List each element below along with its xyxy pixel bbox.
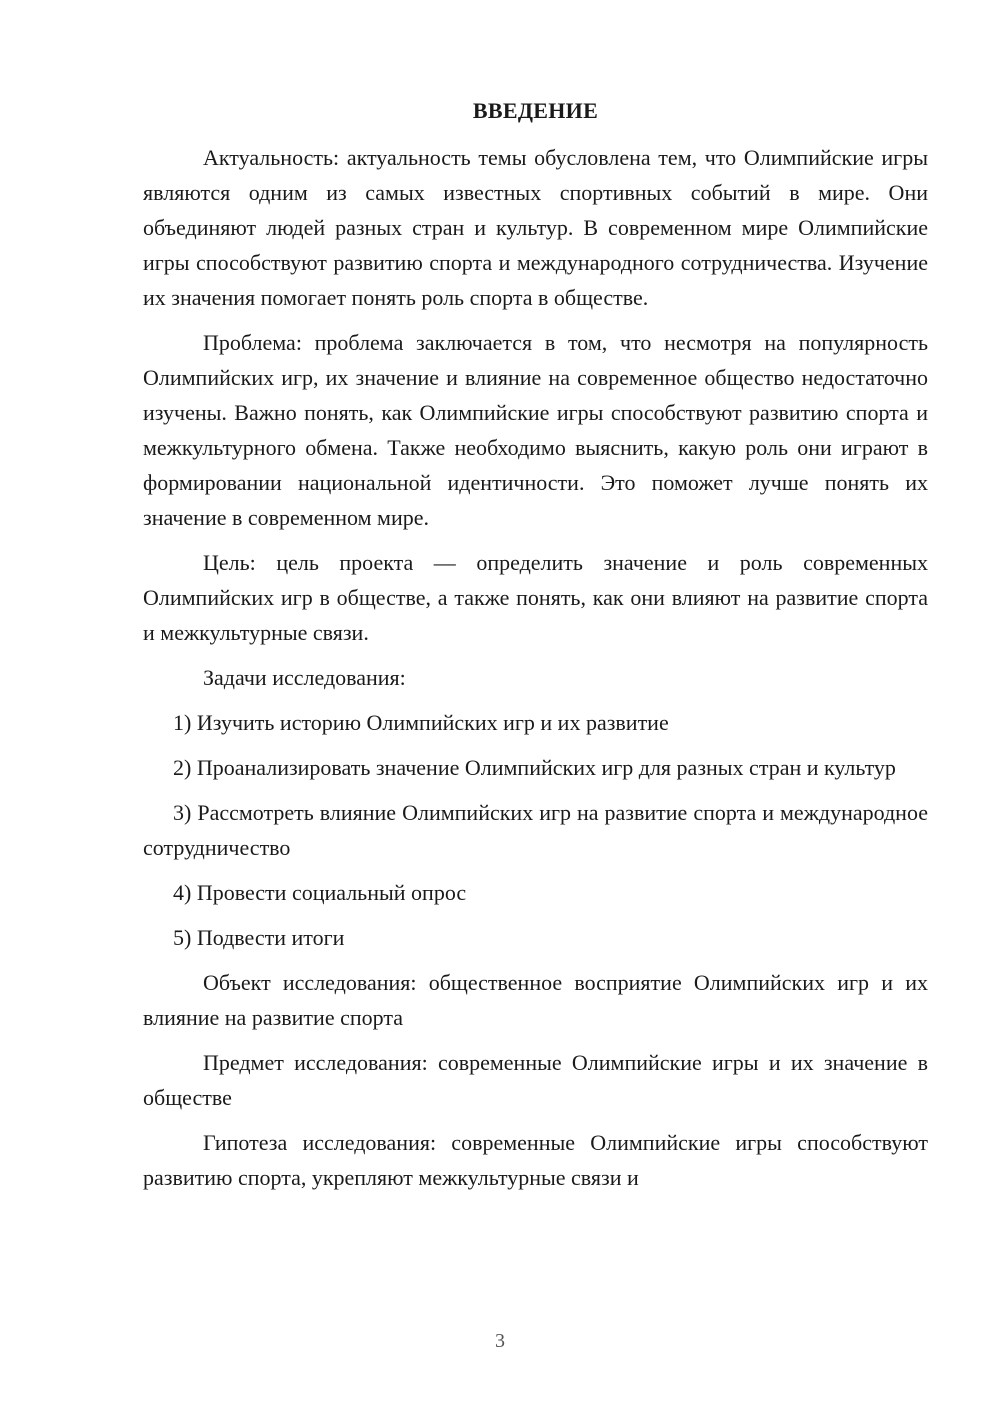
paragraph-subject: Предмет исследования: современные Олимпийские игры и их значение в обществе [143,1050,928,1110]
task-item: 3) Рассмотреть влияние Олимпийских игр на развитие спорта и международное сотрудничество [143,800,928,860]
paragraph-problem: Проблема: проблема заключается в том, что несмотря на популярность Олимпийских игр, их значение и влияние на современное общество недостаточно изучены. Важно понять, как Олимпийские игры способствуют развитию спорта и межкультурного обмена. Также необходимо выяснить, какую роль они играют в формировании национальной идентичности. Это поможет лучше понять их значение в современном мире. [143,330,928,530]
task-item: 5) Подвести итоги [173,925,345,950]
tasks-heading: Задачи исследования: [203,665,406,690]
section-title: ВВЕДЕНИЕ [472,98,599,123]
task-item: 4) Провести социальный опрос [173,880,467,905]
page-number: 3 [495,1330,505,1352]
paragraph-object: Объект исследования: общественное восприятие Олимпийских игр и их влияние на развитие спорта [143,970,928,1030]
paragraph-hypothesis: Гипотеза исследования: современные Олимпийские игры способствуют развитию спорта, укрепляют межкультурные связи и [143,1130,928,1190]
paragraph-goal: Цель: цель проекта — определить значение и роль современных Олимпийских игр в обществе, а также понять, как они влияют на развитие спорта и межкультурные связи. [143,550,928,645]
task-item: 1) Изучить историю Олимпийских игр и их развитие [173,710,669,735]
paragraph-relevance: Актуальность: актуальность темы обусловлена тем, что Олимпийские игры являются одним из самых известных спортивных событий в мире. Они объединяют людей разных стран и культур. В современном мире Олимпийские игры способствуют развитию спорта и международного сотрудничества. Изучение их значения помогает понять роль спорта в обществе. [143,145,928,310]
task-item: 2) Проанализировать значение Олимпийских игр для разных стран и культур [173,755,896,780]
document-page [143,96,928,1205]
